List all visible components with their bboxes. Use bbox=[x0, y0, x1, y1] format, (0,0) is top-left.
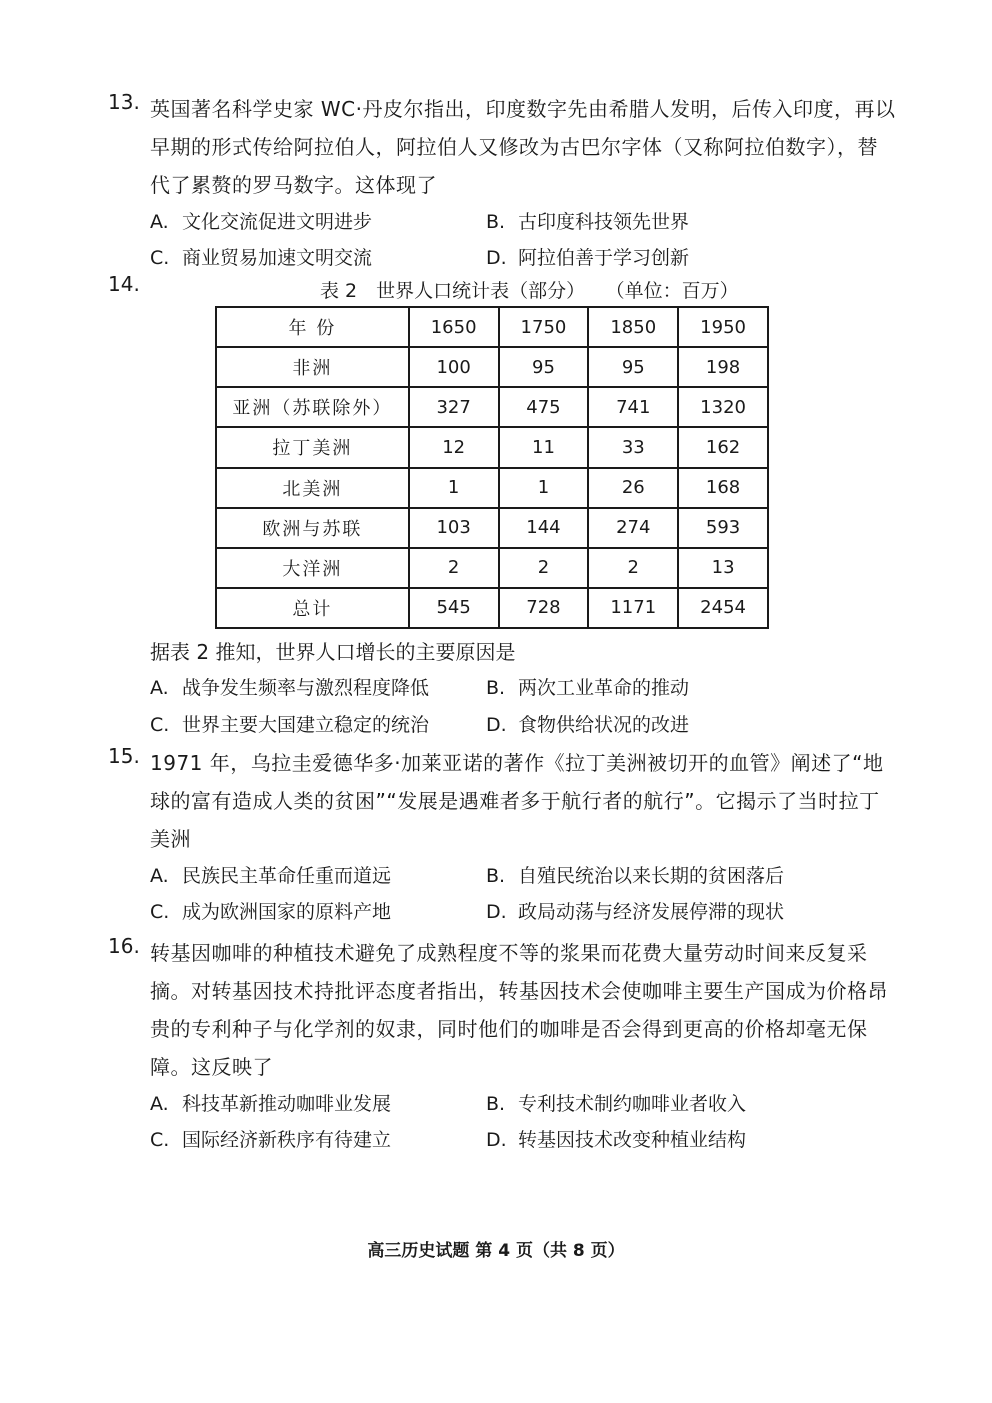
option-a[interactable]: A. 战争发生频率与激烈程度降低 bbox=[150, 677, 430, 699]
option-b[interactable]: B. 古印度科技领先世界 bbox=[486, 211, 690, 233]
value-cell: 545 bbox=[409, 588, 499, 628]
table-row bbox=[216, 508, 768, 548]
region-cell: 北美洲 bbox=[216, 468, 409, 508]
table-total-row bbox=[216, 588, 768, 628]
value-cell: 11 bbox=[499, 427, 589, 467]
value-cell: 198 bbox=[678, 347, 768, 387]
page-footer: 高三历史试题 第 4 页（共 8 页） bbox=[367, 1241, 625, 1261]
option-a[interactable]: A. 科技革新推动咖啡业发展 bbox=[150, 1093, 392, 1115]
option-c[interactable]: C. 商业贸易加速文明交流 bbox=[150, 247, 373, 269]
region-cell: 拉丁美洲 bbox=[216, 427, 409, 467]
value-cell: 741 bbox=[588, 387, 678, 427]
question-16 bbox=[108, 934, 898, 1158]
value-cell: 13 bbox=[678, 548, 768, 588]
question-number: 13. bbox=[108, 90, 140, 114]
option-a[interactable]: A. 文化交流促进文明进步 bbox=[150, 211, 373, 233]
value-cell: 12 bbox=[409, 427, 499, 467]
value-cell: 327 bbox=[409, 387, 499, 427]
option-b[interactable]: B. 自殖民统治以来长期的贫困落后 bbox=[486, 865, 785, 887]
value-cell: 1 bbox=[499, 468, 589, 508]
question-number: 14. bbox=[108, 272, 140, 296]
region-cell: 大洋洲 bbox=[216, 548, 409, 588]
value-cell: 26 bbox=[588, 468, 678, 508]
options bbox=[150, 204, 898, 276]
option-c[interactable]: C. 成为欧洲国家的原料产地 bbox=[150, 901, 392, 923]
table-caption: 表 2 世界人口统计表（部分） （单位：百万） bbox=[320, 280, 739, 302]
question-stem: 据表 2 推知，世界人口增长的主要原因是 bbox=[150, 640, 516, 664]
table-row bbox=[216, 387, 768, 427]
table-row bbox=[216, 427, 768, 467]
region-cell: 亚洲（苏联除外） bbox=[216, 387, 409, 427]
table-header-row bbox=[216, 307, 768, 347]
question-13 bbox=[108, 90, 898, 276]
value-cell: 33 bbox=[588, 427, 678, 467]
year-cell: 1950 bbox=[678, 307, 768, 347]
value-cell: 162 bbox=[678, 427, 768, 467]
value-cell: 475 bbox=[499, 387, 589, 427]
option-d[interactable]: D. 食物供给状况的改进 bbox=[486, 714, 690, 736]
option-b[interactable]: B. 专利技术制约咖啡业者收入 bbox=[486, 1093, 747, 1115]
option-d[interactable]: D. 阿拉伯善于学习创新 bbox=[486, 247, 690, 269]
table-row bbox=[216, 468, 768, 508]
value-cell: 1 bbox=[409, 468, 499, 508]
year-cell: 1850 bbox=[588, 307, 678, 347]
value-cell: 728 bbox=[499, 588, 589, 628]
value-cell: 95 bbox=[499, 347, 589, 387]
value-cell: 593 bbox=[678, 508, 768, 548]
question-stem: 1971 年，乌拉圭爱德华多·加莱亚诺的著作《拉丁美洲被切开的血管》阐述了“地球的富有造成人类的贫困”“发展是遇难者多于航行者的航行”。它揭示了当时拉丁美洲 bbox=[150, 751, 884, 851]
question-stem: 英国著名科学史家 WC·丹皮尔指出，印度数字先由希腊人发明，后传入印度，再以早期的形式传给阿拉伯人，阿拉伯人又修改为古巴尔字体（又称阿拉伯数字），替代了累赘的罗马数字。这体现了 bbox=[150, 97, 896, 197]
options bbox=[150, 670, 822, 744]
question-15 bbox=[108, 744, 898, 930]
population-table bbox=[215, 306, 769, 629]
options bbox=[150, 858, 898, 930]
value-cell: 274 bbox=[588, 508, 678, 548]
value-cell: 144 bbox=[499, 508, 589, 548]
value-cell: 103 bbox=[409, 508, 499, 548]
table-unit: （单位：百万） bbox=[615, 280, 739, 302]
question-number: 15. bbox=[108, 744, 140, 768]
question-stem: 转基因咖啡的种植技术避免了成熟程度不等的浆果而花费大量劳动时间来反复采摘。对转基因技术持批评态度者指出，转基因技术会使咖啡主要生产国成为价格昂贵的专利种子与化学剂的奴隶，同时他们的咖啡是否会得到更高的价格却毫无保障。这反映了 bbox=[150, 941, 888, 1079]
option-d[interactable]: D. 政局动荡与经济发展停滞的现状 bbox=[486, 901, 785, 923]
value-cell: 2 bbox=[588, 548, 678, 588]
value-cell: 2 bbox=[409, 548, 499, 588]
value-cell: 2454 bbox=[678, 588, 768, 628]
value-cell: 1320 bbox=[678, 387, 768, 427]
region-cell: 欧洲与苏联 bbox=[216, 508, 409, 548]
value-cell: 100 bbox=[409, 347, 499, 387]
header-label: 年 份 bbox=[216, 307, 409, 347]
value-cell: 2 bbox=[499, 548, 589, 588]
table-row bbox=[216, 347, 768, 387]
options bbox=[150, 1086, 898, 1158]
year-cell: 1750 bbox=[499, 307, 589, 347]
value-cell: 1171 bbox=[588, 588, 678, 628]
option-d[interactable]: D. 转基因技术改变种植业结构 bbox=[486, 1129, 747, 1151]
value-cell: 168 bbox=[678, 468, 768, 508]
question-number: 16. bbox=[108, 934, 140, 958]
region-cell: 非洲 bbox=[216, 347, 409, 387]
region-cell: 总计 bbox=[216, 588, 409, 628]
option-a[interactable]: A. 民族民主革命任重而道远 bbox=[150, 865, 392, 887]
option-b[interactable]: B. 两次工业革命的推动 bbox=[486, 677, 690, 699]
table-row bbox=[216, 548, 768, 588]
option-c[interactable]: C. 国际经济新秩序有待建立 bbox=[150, 1129, 392, 1151]
year-cell: 1650 bbox=[409, 307, 499, 347]
option-c[interactable]: C. 世界主要大国建立稳定的统治 bbox=[150, 714, 430, 736]
value-cell: 95 bbox=[588, 347, 678, 387]
